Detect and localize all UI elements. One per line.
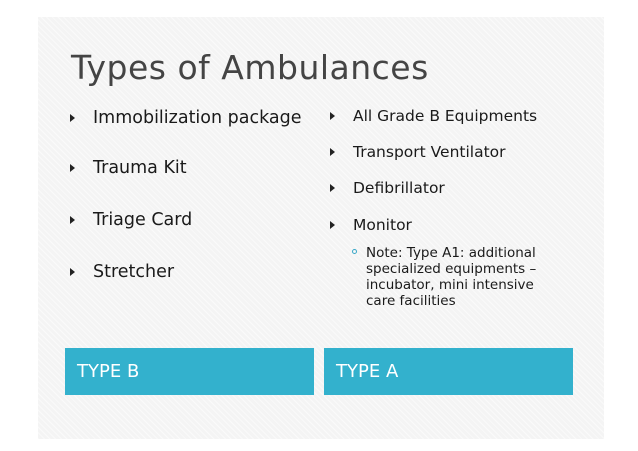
list-item-text: Defibrillator [353, 179, 445, 197]
triangle-bullet-icon [330, 112, 335, 120]
type-b-label: TYPE B [65, 348, 314, 395]
list-item [70, 157, 305, 179]
slide-title: Types of Ambulances [71, 48, 429, 87]
triangle-bullet-icon [70, 268, 75, 276]
list-item [330, 142, 565, 162]
list-item-text: Transport Ventilator [353, 143, 506, 161]
type-a-equipment-list [330, 106, 565, 309]
type-b-equipment-list [70, 107, 305, 283]
list-item-text: Immobilization package [93, 108, 302, 128]
list-item [70, 261, 305, 283]
list-item-text: All Grade B Equipments [353, 107, 538, 125]
list-item [330, 178, 565, 198]
list-item-text: Triage Card [93, 210, 193, 230]
triangle-bullet-icon [70, 164, 75, 172]
list-item-text: Stretcher [93, 262, 175, 282]
triangle-bullet-icon [70, 216, 75, 224]
triangle-bullet-icon [70, 114, 75, 122]
list-item-text: Trauma Kit [93, 158, 187, 178]
sub-list-item-note [330, 245, 566, 309]
list-item [70, 209, 305, 231]
list-item-text: Monitor [353, 216, 412, 234]
circle-bullet-icon [352, 249, 357, 254]
triangle-bullet-icon [330, 221, 335, 229]
list-item [330, 106, 565, 126]
triangle-bullet-icon [330, 184, 335, 192]
type-a-label: TYPE A [324, 348, 573, 395]
sub-list-item-text: Note: Type A1: additional specialized equipments – incubator, mini intensive care facilities [366, 245, 537, 309]
list-item [70, 107, 305, 129]
list-item [330, 215, 565, 235]
triangle-bullet-icon [330, 148, 335, 156]
